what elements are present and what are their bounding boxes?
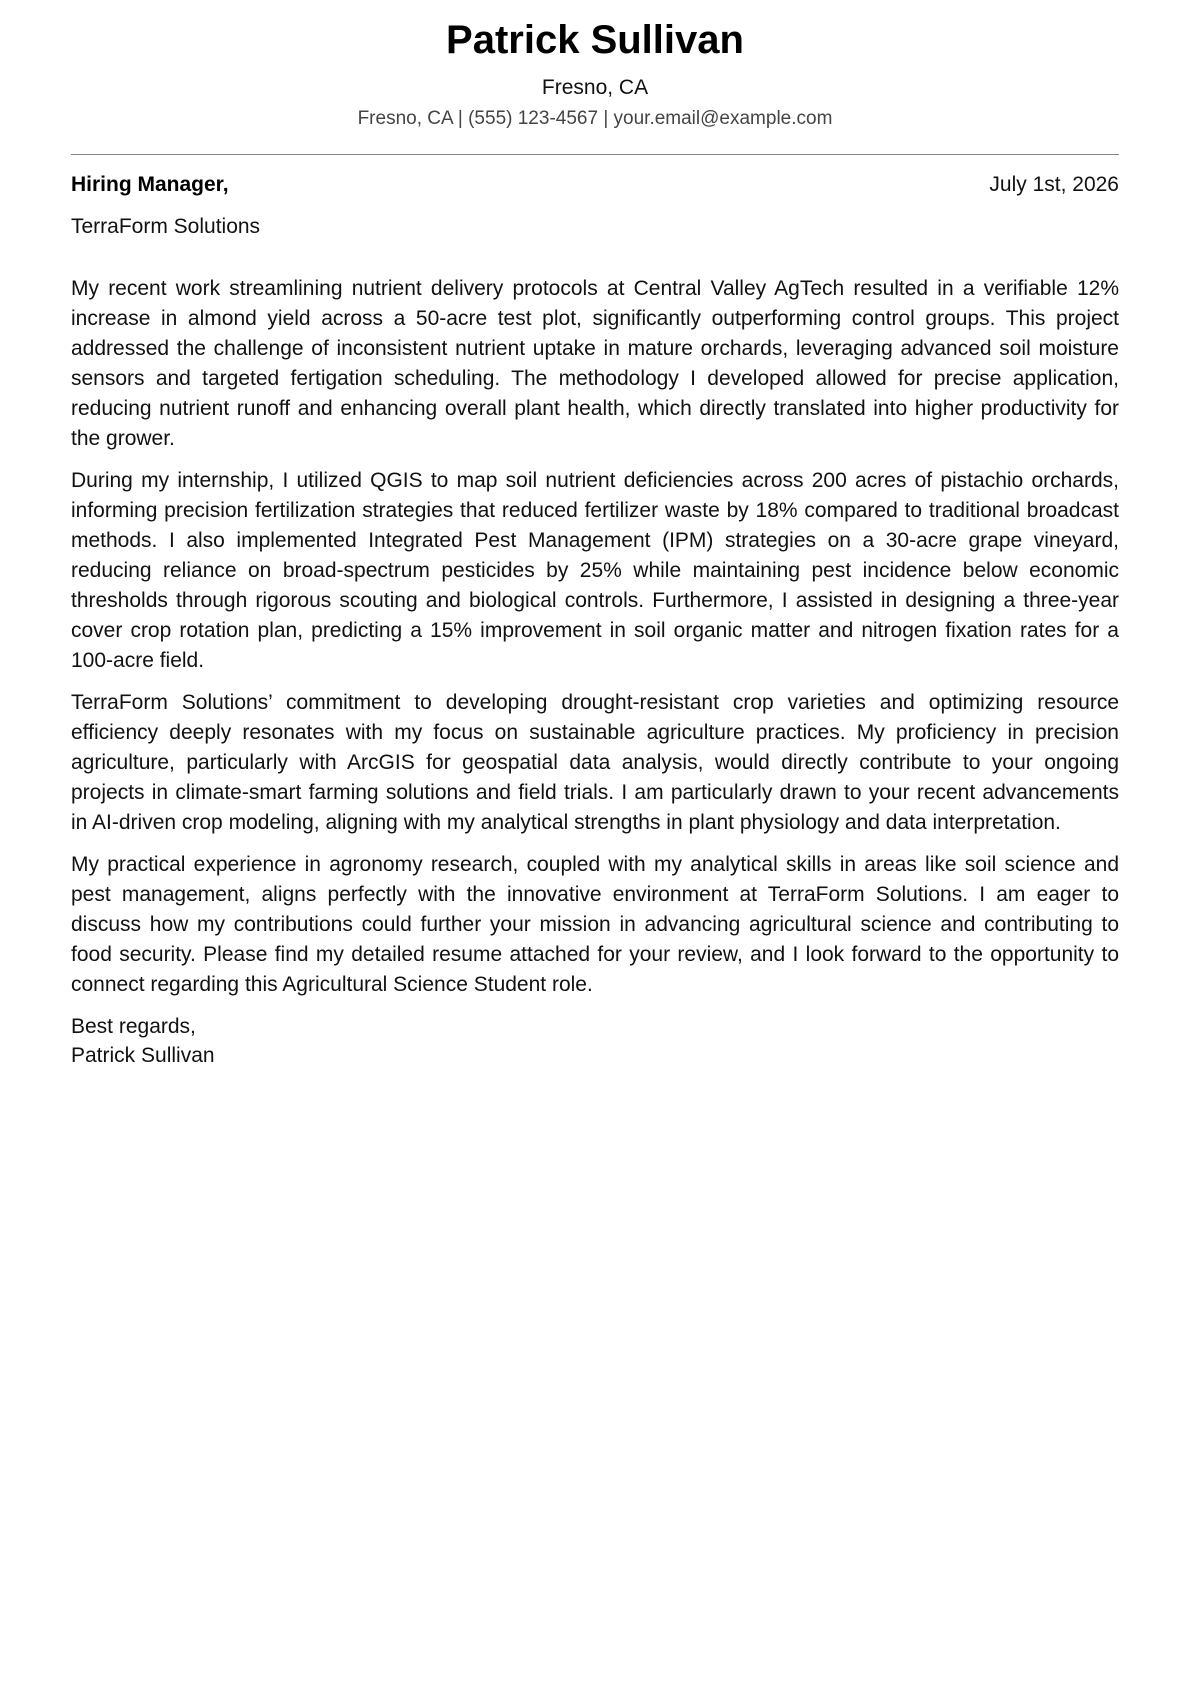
- applicant-name: Patrick Sullivan: [446, 18, 744, 62]
- body-paragraph: My recent work streamlining nutrient delivery protocols at Central Valley AgTech resulted in a verifiable 12% increase in almond yield across a 50-acre test plot, significantly outperforming control groups. This project addressed the challenge of inconsistent nutrient uptake in mature orchards, leveraging advanced soil moisture sensors and targeted fertigation scheduling. The methodology I developed allowed for precise application, reducing nutrient runoff and enhancing overall plant health, which directly translated into higher productivity for the grower.: [71, 277, 1119, 450]
- header-divider: [71, 154, 1119, 155]
- body-paragraph: My practical experience in agronomy research, coupled with my analytical skills in areas like soil science and pest management, aligns perfectly with the innovative environment at TerraForm Solutions. I am eager to discuss how my contributions could further your mission in advancing agricultural science and contributing to food security. Please find my detailed resume attached for your review, and I look forward to the opportunity to connect regarding this Agricultural Science Student role.: [71, 853, 1119, 996]
- letter-body: [71, 274, 1119, 1000]
- applicant-location: Fresno, CA: [541, 76, 649, 99]
- company-name: TerraForm Solutions: [71, 215, 261, 238]
- signature-name: Patrick Sullivan: [71, 1044, 215, 1067]
- closing-phrase: Best regards,: [71, 1015, 196, 1038]
- letter-closing-block: [71, 1012, 1119, 1070]
- body-paragraph: TerraForm Solutions’ commitment to developing drought-resistant crop varieties and optimizing resource efficiency deeply resonates with my focus on sustainable agriculture practices. My proficiency in precision agriculture, particularly with ArcGIS for geospatial data analysis, would directly contribute to your ongoing projects in climate-smart farming solutions and field trials. I am particularly drawn to your recent advancements in AI-driven crop modeling, aligning with my analytical strengths in plant physiology and data interpretation.: [71, 691, 1119, 834]
- recipient-row: [71, 171, 1119, 199]
- applicant-contact-line: Fresno, CA | (555) 123-4567 | your.email@example.com: [357, 108, 833, 129]
- letter-date: July 1st, 2026: [989, 173, 1119, 196]
- body-paragraph: During my internship, I utilized QGIS to map soil nutrient deficiencies across 200 acres of pistachio orchards, informing precision fertilization strategies that reduced fertilizer waste by 18% compared to traditional broadcast methods. I also implemented Integrated Pest Management (IPM) strategies on a 30-acre grape vineyard, reducing reliance on broad-spectrum pesticides by 25% while maintaining pest incidence below economic thresholds through rigorous scouting and biological controls. Furthermore, I assisted in designing a three-year cover crop rotation plan, predicting a 15% improvement in soil organic matter and nitrogen fixation rates for a 100-acre field.: [71, 469, 1119, 672]
- recipient-salutation: Hiring Manager,: [71, 173, 229, 196]
- letter-header: [71, 0, 1119, 131]
